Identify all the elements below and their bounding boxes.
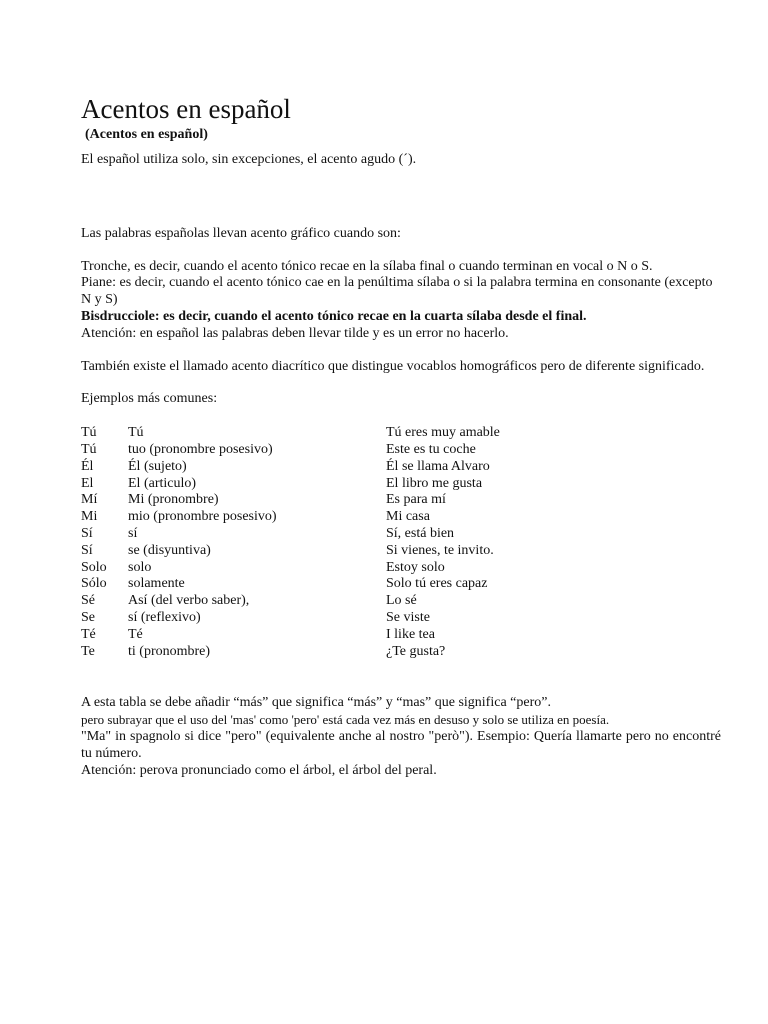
example-sentence: Es para mí	[386, 492, 446, 508]
example-sentence: Sí, está bien	[386, 525, 455, 541]
example-meaning: mio (pronombre posesivo)	[128, 509, 277, 525]
example-word: Sí	[81, 525, 93, 541]
example-word: Se	[81, 609, 95, 625]
example-meaning: ti (pronombre)	[128, 643, 211, 659]
example-word: Tú	[81, 441, 97, 457]
document-page	[81, 92, 721, 779]
example-meaning: Mi (pronombre)	[128, 492, 219, 508]
example-word: Sé	[81, 593, 95, 609]
rule-attention: Atención: en español las palabras deben llevar tilde y es un error no hacerlo.	[81, 325, 509, 341]
table-row	[81, 492, 721, 509]
table-row	[81, 476, 721, 493]
closing-line-3: "Ma" in spagnolo si dice "pero" (equivalente anche al nostro "però"). Esempio: Quería llamarte pero no encontré tu número.	[81, 728, 721, 761]
example-meaning: solamente	[128, 576, 185, 592]
rule-tronche: Tronche, es decir, cuando el acento tónico recae en la sílaba final o cuando terminan en vocal o N o S.	[81, 258, 653, 274]
accent-rules	[81, 259, 721, 343]
example-word: Sí	[81, 542, 93, 558]
example-sentence: ¿Te gusta?	[386, 643, 446, 659]
table-row	[81, 593, 721, 610]
diacritic-paragraph: También existe el llamado acento diacrítico que distingue vocablos homográficos pero de diferente significado.	[81, 358, 705, 374]
table-row	[81, 442, 721, 459]
example-word: Mi	[81, 509, 98, 525]
example-word: Tú	[81, 425, 97, 441]
table-row	[81, 459, 721, 476]
table-row	[81, 543, 721, 560]
example-meaning: sí	[128, 525, 138, 541]
example-word: Té	[81, 626, 96, 642]
example-word: Solo	[81, 559, 107, 575]
table-row	[81, 576, 721, 593]
example-word: Mí	[81, 492, 98, 508]
example-sentence: Se viste	[386, 609, 430, 625]
table-row	[81, 425, 721, 442]
example-meaning: solo	[128, 559, 152, 575]
example-meaning: se (disyuntiva)	[128, 542, 211, 558]
table-row	[81, 644, 721, 661]
table-row	[81, 610, 721, 627]
example-sentence: Si vienes, te invito.	[386, 542, 494, 558]
examples-title: Ejemplos más comunes:	[81, 391, 218, 407]
example-meaning: El (articulo)	[128, 475, 197, 491]
closing-line-1: A esta tabla se debe añadir “más” que significa “más” y “mas” que significa “pero”.	[81, 695, 551, 711]
example-sentence: Este es tu coche	[386, 441, 476, 457]
examples-table	[81, 425, 721, 660]
example-sentence: Tú eres muy amable	[386, 425, 500, 441]
example-sentence: Lo sé	[386, 593, 417, 609]
example-meaning: sí (reflexivo)	[128, 609, 201, 625]
example-meaning: Tú	[128, 425, 144, 441]
closing-notes	[81, 695, 721, 779]
example-word: Él	[81, 458, 94, 474]
lead-paragraph: Las palabras españolas llevan acento gráfico cuando son:	[81, 225, 401, 241]
example-meaning: Él (sujeto)	[128, 458, 187, 474]
table-row	[81, 627, 721, 644]
example-sentence: Solo tú eres capaz	[386, 576, 488, 592]
document-subtitle: (Acentos en español)	[85, 127, 208, 142]
table-row	[81, 509, 721, 526]
closing-line-2: pero subrayar que el uso del 'mas' como 'pero' está cada vez más en desuso y solo se utiliza en poesía.	[81, 712, 610, 728]
closing-line-4: Atención: perova pronunciado como el árbol, el árbol del peral.	[81, 762, 437, 778]
example-meaning: Té	[128, 626, 143, 642]
rule-piane: Piane: es decir, cuando el acento tónico cae en la penúltima sílaba o si la palabra termina en consonante (excepto N y S)	[81, 275, 713, 308]
example-meaning: tuo (pronombre posesivo)	[128, 441, 273, 457]
example-meaning: Así (del verbo saber),	[128, 593, 250, 609]
table-row	[81, 560, 721, 577]
document-title: Acentos en español	[81, 94, 291, 124]
example-sentence: Mi casa	[386, 509, 430, 525]
example-sentence: Estoy solo	[386, 559, 445, 575]
example-sentence: I like tea	[386, 626, 435, 642]
intro-paragraph: El español utiliza solo, sin excepciones, el acento agudo (´).	[81, 152, 417, 167]
example-word: El	[81, 475, 94, 491]
example-word: Sólo	[81, 576, 107, 592]
example-word: Te	[81, 643, 95, 659]
examples-table-body	[81, 425, 721, 660]
rule-bisdrucciole: Bisdrucciole: es decir, cuando el acento tónico recae en la cuarta sílaba desde el final.	[81, 308, 587, 324]
table-row	[81, 526, 721, 543]
example-sentence: El libro me gusta	[386, 475, 483, 491]
example-sentence: Él se llama Alvaro	[386, 458, 490, 474]
